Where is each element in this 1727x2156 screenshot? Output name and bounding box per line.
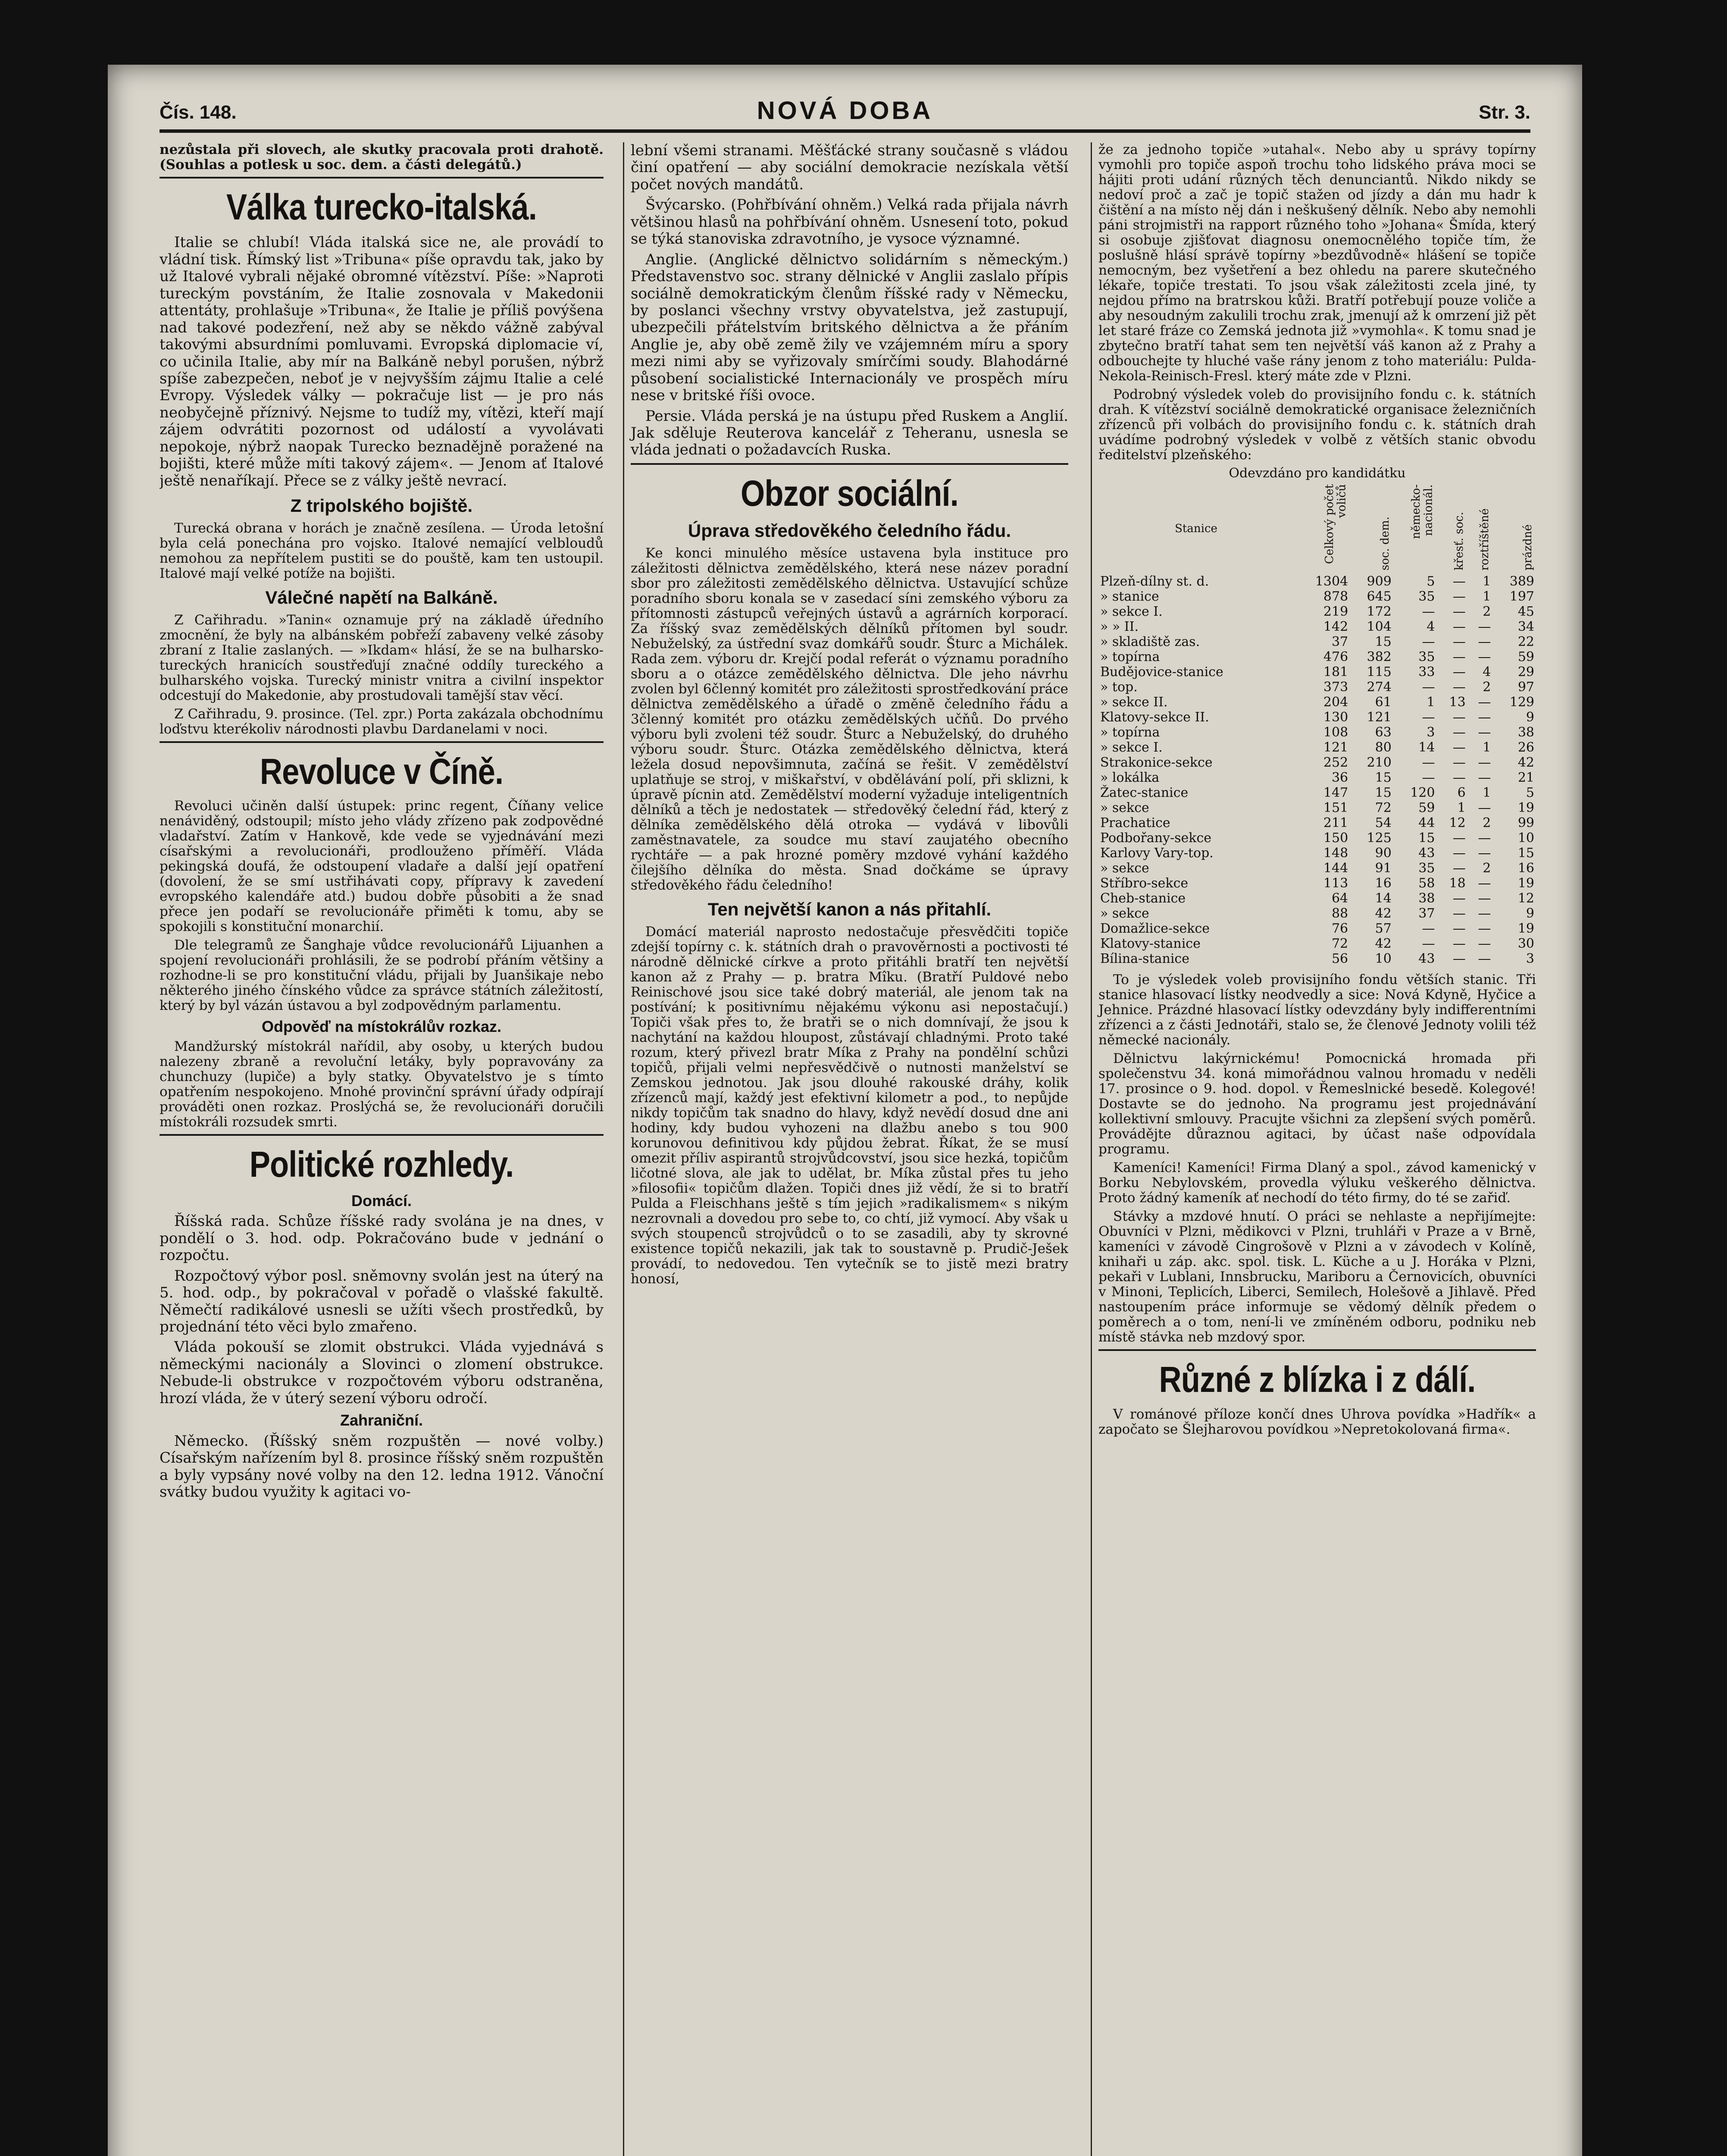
table-cell: » stanice xyxy=(1100,589,1159,604)
balkan-paragraph-2: Z Cařihradu, 9. prosince. (Tel. zpr.) Porta zakázala obchodnímu loďstvu kterékoliv národnosti plavbu Dardanelami v noci. xyxy=(160,706,604,737)
table-cell: » sekce I. xyxy=(1100,740,1163,755)
table-cell: 72 xyxy=(1331,936,1348,951)
table-cell: 59 xyxy=(1517,649,1534,664)
divider xyxy=(160,1134,604,1136)
table-cell: 3 xyxy=(1427,724,1435,740)
table-cell: 16 xyxy=(1517,860,1534,876)
table-cell: 57 xyxy=(1375,921,1392,936)
table-cell: — xyxy=(1452,619,1466,634)
table-cell: » sekce xyxy=(1100,860,1149,876)
table-cell: — xyxy=(1422,604,1435,619)
table-row xyxy=(1098,770,1536,785)
table-cell: — xyxy=(1452,906,1466,921)
table-cell: 88 xyxy=(1331,906,1348,921)
table-cell: 645 xyxy=(1367,589,1392,604)
table-cell: — xyxy=(1422,755,1435,770)
table-cell: 33 xyxy=(1418,664,1435,680)
table-cell: 147 xyxy=(1323,785,1348,800)
table-row xyxy=(1098,710,1536,725)
table-header-cell: německo-nacionál. xyxy=(1410,484,1435,539)
election-intro-paragraph: Podrobný výsledek voleb do provisijního fondu c. k. státních drah. K vítězství sociálně demokratické organisace železničních zřízenců při volbách do provisijního fondu c. k. státních drah uvádíme podrobný výsledek v volbě z větších stanic obvodu ředitelství plzeňského: xyxy=(1098,387,1536,463)
table-row xyxy=(1098,846,1536,861)
table-cell: — xyxy=(1452,755,1466,770)
balkan-paragraph-1: Z Cařihradu. »Tanin« oznamuje prý na základě úředního zmocnění, že byly na albánském pobřeží zabaveny velké zásoby zbraní z Italie zaslaných. — »Ikdam« hlásí, že se na bulharsko-tureckých hranicích soustřeďují značné oddíly tureckého a bulharského vojska. Turecký ministr vnitra a civilní inspektor odcestují do Makedonie, aby prostudovali tamější stav věcí. xyxy=(160,612,604,703)
table-cell: — xyxy=(1422,634,1435,649)
table-cell: 15 xyxy=(1418,830,1435,846)
table-cell: 30 xyxy=(1517,936,1534,951)
table-cell: 197 xyxy=(1509,589,1534,604)
table-cell: 252 xyxy=(1323,755,1348,770)
table-cell: Budějovice-stanice xyxy=(1100,664,1223,680)
table-cell: 9 xyxy=(1526,906,1534,921)
table-header-cell: Celkový počet voličů xyxy=(1323,484,1348,564)
table-row xyxy=(1098,589,1536,604)
table-cell: 210 xyxy=(1367,755,1392,770)
table-cell: » topírna xyxy=(1100,724,1160,740)
table-cell: 15 xyxy=(1375,770,1392,785)
table-row xyxy=(1098,680,1536,695)
table-cell: 130 xyxy=(1323,709,1348,725)
table-cell: 1 xyxy=(1483,573,1491,589)
table-cell: 38 xyxy=(1418,890,1435,906)
table-cell: Plzeň-dílny st. d. xyxy=(1100,573,1209,589)
table-cell: — xyxy=(1478,830,1491,846)
foreign-subheading: Zahraniční. xyxy=(340,1411,423,1429)
table-cell: 35 xyxy=(1418,649,1435,664)
table-cell: 34 xyxy=(1517,619,1534,634)
table-cell: — xyxy=(1452,951,1466,966)
continued-paragraph: že za jednoho topiče »utahal«. Nebo aby u správy topírny vymohli pro topiče aspoň trochu toho lidského práva moci se hájiti proti udání různých těch denunciantů. Nikdo nikdy se nedoví proč a zač je topič stažen od jízdy a dán mu hadr k čištění a na místo něj dán i neškušený dělník. Nebo aby nemohli páni strojmistři na rapport různého toho »Johana« Šmída, který si osobuje zjišťovat diagnosu onemocnělého topiče tím, že poslušně hlásí správě topírny »bezdůvodně« hlášení se topiče nemocným, bez vyšetření a bez ohledu na parere skutečného lékaře, topiče trestati. To jsou však záležitosti zcela jiné, ty nejdou přímo na bratrskou kůži. Bratří potřebují pouze voliče a aby nesoudným zakulili trochu zrak, jmenují až k omrzení již pět let staré fráze co Zemská jednota již »vymohla«. K tomu snad je zbytečno bratří tahat sem ten největší váš kanon až z Prahy a odbouchejte ty hluché vaše rány jenom z toho materiálu: Pulda-Nekola-Reinisch-Fresl. který máte zde v Plzni. xyxy=(1098,142,1536,384)
table-cell: 91 xyxy=(1375,860,1392,876)
table-cell: — xyxy=(1422,709,1435,725)
manchu-heading: Odpověď na místokrálův rozkaz. xyxy=(261,1018,502,1036)
column-3 xyxy=(1091,142,1536,2156)
table-cell: » sekce II. xyxy=(1100,694,1168,710)
column-1 xyxy=(160,142,604,2156)
table-header-cell: prázdné xyxy=(1521,524,1535,571)
table-cell: 18 xyxy=(1449,875,1466,891)
politics-paragraph-4: Německo. (Říšský sněm rozpuštěn — nové volby.) Císařským nařízením byl 8. prosince říšský sněm rozpuštěn a byly vypsány nové volby na den 12. ledna 1912. Vánoční svátky budou využity k agitaci vo- xyxy=(160,1432,604,1501)
table-cell: — xyxy=(1478,890,1491,906)
balkan-heading: Válečné napětí na Balkáně. xyxy=(265,587,498,608)
table-cell: 10 xyxy=(1517,830,1534,846)
table-cell: 12 xyxy=(1517,890,1534,906)
table-cell: Bílina-stanice xyxy=(1100,951,1189,966)
table-cell: 121 xyxy=(1367,709,1392,725)
table-cell: — xyxy=(1478,724,1491,740)
table-cell: 15 xyxy=(1375,785,1392,800)
table-cell: 42 xyxy=(1517,755,1534,770)
tripoli-paragraph: Turecká obrana v horách je značně zesílena. — Úroda letošní byla celá ponechána pro vojsko. Italové nemající velbloudů nemohou za nepřítelem pustiti se do pouště, kam ten ustoupil. Italové mají velké potíže na bojišti. xyxy=(160,520,604,581)
table-cell: 211 xyxy=(1323,815,1348,830)
table-cell: 54 xyxy=(1375,815,1392,830)
table-row xyxy=(1098,785,1536,800)
table-cell: Klatovy-sekce II. xyxy=(1100,709,1209,725)
table-cell: » sekce xyxy=(1100,906,1149,921)
table-cell: — xyxy=(1422,936,1435,951)
table-cell: 115 xyxy=(1367,664,1392,680)
cannon-paragraph: Domácí materiál naprosto nedostačuje přesvědčiti topiče zdejší topírny c. k. státních drah o pravověrnosti a poctivosti té národně dělnické církve a proto přitáhli bratří ten největší kanon až z Prahy — p. bratra Mîku. (Bratří Puldové nebo Reinischové jsou sice také dobrý materiál, ale jenom tak na postívání; k positivnímu nějakému výkonu asi nepostačují.) Topiči však přes to, že bratři se o nich domnívají, že jsou k nachytání na každou hloupost, zůstávají chladnými. Proto také rozum, který přivezl bratr Míka z Prahy na pondělní schůzi topičů, přijali velmi nepřesvědčivě o nutnosti manželství se Zemskou jednotou. Jak jsou dlouhé rakouské dráhy, kolik zřízenců mají, každý jest efektivní kilometr a pod., to nepůjde nikdy topičům tak snadno do hlavy, když nevědí dosud dne ani hodiny, kdy budou vyhozeni na dlažbu anebo s tou 900 korunovou definitivou kdy půjdou žebrat. Říkat, že se musí omezit příliv aspirantů strojvůdcovství, jsou sice hezká, topičům ličotné slova, ale jak to udělat, br. Míka zůstal přes tu jeho »filosofii« topičům dlažen. Topiči dnes již vědí, že si to bratří Pulda a Fleischhans ještě s tím jejich »radikalismem« s nikým nezrovnali a dovedou pro sebe to, co chtí, již vymocí. Aby však u svých stoupenců strojvůdců o to se zasadili, aby ty skrovné existence topičů nekazili, jak tak to soustavně p. Prudič-Ješek provádí, to nedovedou. Ten vytečník se to jistě mezi bratry honosí, xyxy=(631,924,1068,1287)
england-paragraph: Anglie. (Anglické dělnictvo solidárním s německým.) Představenstvo soc. strany dělnické v Anglii zaslalo přípis sociálně demokratickým členům říšské rady v Německu, by poslanci všechny vrstvy obyvatelstva, jež zastupují, ubezpečili přátelstvím britského dělnictva a že přáním Anglie je, aby obě země žily ve vzájemném míru a spory mezi nimi aby se vyřizovaly smírčími soudy. Blahodárné působení socialistické Internacionály ve prospěch míru nese v britské říši ovoce. xyxy=(631,251,1068,404)
page-number: Str. 3. xyxy=(1479,102,1530,123)
table-cell: — xyxy=(1478,649,1491,664)
table-row xyxy=(1098,619,1536,634)
table-cell: 42 xyxy=(1375,906,1392,921)
table-cell: 42 xyxy=(1375,936,1392,951)
table-cell: — xyxy=(1452,845,1466,861)
table-cell: 2 xyxy=(1483,815,1491,830)
election-summary-paragraph: To je výsledek voleb provisijního fondu větších stanic. Tři stanice hlasovací lístky neodvedly a sice: Nová Kdyně, Hyčice a Jehnice. Prázdné hlasovací lístky odevzdány byly indifferentními zřízenci a z části Jednotáři, stalo se, že členové Jednoty volili též německé nacionály. xyxy=(1098,971,1536,1048)
table-cell: — xyxy=(1452,830,1466,846)
table-cell: 14 xyxy=(1418,740,1435,755)
table-cell: 38 xyxy=(1517,724,1534,740)
table-cell: 104 xyxy=(1367,619,1392,634)
table-cell: 150 xyxy=(1323,830,1348,846)
table-row xyxy=(1098,830,1536,846)
table-cell: — xyxy=(1478,875,1491,891)
table-cell: 219 xyxy=(1323,604,1348,619)
table-cell: — xyxy=(1478,906,1491,921)
table-cell: 59 xyxy=(1418,800,1435,815)
table-cell: 148 xyxy=(1323,845,1348,861)
table-cell: 476 xyxy=(1323,649,1348,664)
table-cell: — xyxy=(1478,634,1491,649)
strikes-paragraph: Stávky a mzdové hnutí. O práci se nehlaste a nepřijímejte: Obuvníci v Plzni, mědikovci v Plzni, truhláři v Praze a v Brně, kameníci v závodě Cingrošově v Plzni a v závodech v Kolíně, knihaři u záp. akc. spol. tisk. L. Küche a u J. Horáka v Plzni, pekaři v Lublani, Innsbrucku, Mariboru a Černovicích, obuvníci v Minoni, Teplicích, Liberci, Semilech, Holešově a Jihlavě. Před nastoupením práce informuje se vědomý dělník předem o poměrech a o tom, není-li ve zmíněném odboru, podniku neb místě stávka neb mzdový spor. xyxy=(1098,1208,1536,1345)
table-cell: Strakonice-sekce xyxy=(1100,755,1213,770)
misc-paragraph: V románové příloze končí dnes Uhrova povídka »Hadřík« a započato se Šlejharovou povídkou »Nepretokolovaná firma«. xyxy=(1098,1406,1536,1437)
table-cell: 1 xyxy=(1483,785,1491,800)
table-row xyxy=(1098,921,1536,936)
table-row xyxy=(1098,936,1536,951)
table-cell: » topírna xyxy=(1100,649,1160,664)
table-cell: 108 xyxy=(1323,724,1348,740)
table-cell: — xyxy=(1452,860,1466,876)
table-row xyxy=(1098,861,1536,876)
divider xyxy=(160,741,604,743)
column-2 xyxy=(623,142,1068,2156)
persia-paragraph: Persie. Vláda perská je na ústupu před Ruskem a Anglií. Jak sděluje Reuterova kancelář z Teheranu, usnesla se vláda jednati o požadavcích Ruska. xyxy=(631,407,1068,459)
table-cell: 5 xyxy=(1427,573,1435,589)
table-cell: Klatovy-stanice xyxy=(1100,936,1201,951)
table-cell: 5 xyxy=(1526,785,1534,800)
table-cell: 19 xyxy=(1517,921,1534,936)
table-cell: 1 xyxy=(1457,800,1466,815)
tripoli-heading: Z tripolského bojiště. xyxy=(290,495,473,516)
table-row xyxy=(1098,725,1536,740)
table-cell: 2 xyxy=(1483,604,1491,619)
table-cell: Žatec-stanice xyxy=(1100,785,1189,800)
table-cell: — xyxy=(1452,936,1466,951)
table-cell: — xyxy=(1422,770,1435,785)
china-heading: Revoluce v Číně. xyxy=(260,751,504,792)
domestic-subheading: Domácí. xyxy=(351,1191,412,1210)
table-row xyxy=(1098,755,1536,770)
table-cell: 76 xyxy=(1331,921,1348,936)
table-cell: 4 xyxy=(1483,664,1491,680)
table-cell: — xyxy=(1452,573,1466,589)
table-cell: 16 xyxy=(1375,875,1392,891)
table-row xyxy=(1098,815,1536,830)
table-cell: 14 xyxy=(1375,890,1392,906)
table-cell: Stříbro-sekce xyxy=(1100,875,1189,891)
table-cell: Karlovy Vary-top. xyxy=(1100,845,1214,861)
table-cell: 121 xyxy=(1323,740,1348,755)
table-cell: — xyxy=(1478,770,1491,785)
table-cell: 19 xyxy=(1517,875,1534,891)
table-cell: 909 xyxy=(1367,573,1392,589)
table-cell: 2 xyxy=(1483,860,1491,876)
table-cell: — xyxy=(1452,634,1466,649)
misc-heading: Různé z blízka i z dálí. xyxy=(1159,1359,1476,1400)
table-cell: — xyxy=(1478,845,1491,861)
switzerland-paragraph: Švýcarsko. (Pohřbívání ohněm.) Velká rada přijala návrh většinou hlasů na pohřbívání ohněm. Usnesení toto, pokud se týká stanoviska zdravotního, je vysoce významné. xyxy=(631,196,1068,248)
table-cell: 172 xyxy=(1367,604,1392,619)
table-cell: 19 xyxy=(1517,800,1534,815)
table-row xyxy=(1098,891,1536,906)
table-cell: 274 xyxy=(1367,679,1392,695)
table-cell: 29 xyxy=(1517,664,1534,680)
table-cell: 6 xyxy=(1457,785,1466,800)
table-cell: 13 xyxy=(1449,694,1466,710)
table-cell: — xyxy=(1478,951,1491,966)
war-heading: Válka turecko-italská. xyxy=(226,187,537,228)
table-cell: » » II. xyxy=(1100,619,1139,634)
table-cell: 72 xyxy=(1375,800,1392,815)
table-cell: 63 xyxy=(1375,724,1392,740)
table-cell: — xyxy=(1478,921,1491,936)
table-header-cell: křesť. soc. xyxy=(1453,512,1466,571)
table-cell: 2 xyxy=(1483,679,1491,695)
table-cell: 382 xyxy=(1367,649,1392,664)
table-cell: 37 xyxy=(1418,906,1435,921)
table-cell: 15 xyxy=(1517,845,1534,861)
table-cell: — xyxy=(1452,664,1466,680)
table-cell: — xyxy=(1452,679,1466,695)
table-caption: Odevzdáno pro kandidátku xyxy=(1229,466,1406,481)
table-cell: 12 xyxy=(1449,815,1466,830)
table-cell: » lokálka xyxy=(1100,770,1160,785)
divider xyxy=(160,177,604,179)
table-row xyxy=(1098,574,1536,589)
table-cell: Prachatice xyxy=(1100,815,1170,830)
table-cell: 22 xyxy=(1517,634,1534,649)
table-cell: 44 xyxy=(1418,815,1435,830)
table-cell: 3 xyxy=(1526,951,1534,966)
table-cell: — xyxy=(1452,604,1466,619)
table-cell: 56 xyxy=(1331,951,1348,966)
table-cell: » top. xyxy=(1100,679,1138,695)
reform-paragraph: Ke konci minulého měsíce ustavena byla instituce pro záležitosti dělnictva zemědělského, která nese název poradní sbor pro záležitosti zemědělského dělnictva. Ustavující schůze poradního sboru konala se v zasedací síni zemského výboru za přítomnosti zástupců veřejných ústavů a agrárních korporací. Za říšský svaz zemědělských dělníků přítomen byl soudr. Nebuželský, za ústřední svaz domkářů soudr. Šturc a Michálek. Rada zem. výboru dr. Krejčí podal referát o významu poradního sboru a o otázce zemědělského dělnictva. Dle jeho návrhu zvolen byl 6členný komitét pro záležitosti sprostředkování práce dělnictva zemědělského a úřadě o změně čeledního řádu a 3členný komitét pro otázku zemědělských učňů. Do prvého výboru byli zvoleni též soudr. Šturc a Nebuželský, do druhého výboru soudr. Šturc. Otázka zemědělského dělnictva, která ležela dosud nepovšimnuta, začíná se řešit. V zemědělství uplatňuje se stroj, v miškařství, v obdělávání polí, při sklizni, k úpravě pícnin atd. Zemědělství moderní vyžaduje inteligentních dělníků a těch je nedostatek — středověký čelední řád, který z dělníka zemědělského dělá otroka — vydává v libovůli zaměstnavatele, za soudce mu staví zaujatého obecního rychtáře — a pak hrozné poměry mzdové vyhání každého čilejšího dělníka do města. Snad dočkáme se úpravy středověkého řádu čeledního! xyxy=(631,545,1068,893)
table-cell: 1 xyxy=(1483,740,1491,755)
table-cell: 1304 xyxy=(1315,573,1348,589)
table-cell: » skladiště zas. xyxy=(1100,634,1200,649)
table-cell: 389 xyxy=(1509,573,1534,589)
table-cell: — xyxy=(1452,770,1466,785)
table-cell: 35 xyxy=(1418,860,1435,876)
table-cell: 204 xyxy=(1323,694,1348,710)
table-cell: — xyxy=(1452,649,1466,664)
election-results-table xyxy=(1098,484,1536,966)
table-cell: 99 xyxy=(1517,815,1534,830)
table-cell: — xyxy=(1478,619,1491,634)
cannon-heading: Ten největší kanon a nás přitahlí. xyxy=(707,899,992,920)
table-row xyxy=(1098,649,1536,664)
newspaper-page xyxy=(108,65,1582,2156)
table-cell: — xyxy=(1452,724,1466,740)
table-cell: 4 xyxy=(1427,619,1435,634)
table-cell: 129 xyxy=(1509,694,1534,710)
table-cell: 26 xyxy=(1517,740,1534,755)
table-cell: 181 xyxy=(1323,664,1348,680)
table-cell: 10 xyxy=(1375,951,1392,966)
page-header xyxy=(160,82,1530,133)
table-cell: — xyxy=(1478,800,1491,815)
politics-heading: Politické rozhledy. xyxy=(249,1144,514,1185)
table-cell: Cheb-stanice xyxy=(1100,890,1186,906)
table-cell: 9 xyxy=(1526,709,1534,725)
issue-number: Čís. 148. xyxy=(160,102,237,123)
table-cell: 878 xyxy=(1323,589,1348,604)
table-cell: — xyxy=(1452,709,1466,725)
table-cell: 61 xyxy=(1375,694,1392,710)
china-paragraph-2: Dle telegramů ze Šanghaje vůdce revolucionářů Lijuanhen a spojení revolucionáři prohlásili, že se podrobí přáním většiny a rozhodne-li se pro konstituční vládu, přijali by Juanšikaje nebo některého jiného čínského vůdce za správce státních záležitostí, který by byl vázán ústavou a byl zodpovědným parlamentu. xyxy=(160,937,604,1014)
table-cell: — xyxy=(1478,709,1491,725)
table-cell: 142 xyxy=(1323,619,1348,634)
table-body xyxy=(1098,574,1536,966)
politics-paragraph-3: Vláda pokouší se zlomit obstrukci. Vláda vyjednává s německými nacionály a Slovinci o zlomení obstrukce. Nebude-li obstrukce v rozpočtovém výboru odstraněna, hrozí vláda, že v úterý sezení výboru odročí. xyxy=(160,1338,604,1407)
table-row xyxy=(1098,951,1536,966)
intro-paragraph: nezůstala při slovech, ale skutky pracovala proti drahotě. (Souhlas a potlesk u soc. dem. a části delegátů.) xyxy=(160,142,604,173)
table-cell: 45 xyxy=(1517,604,1534,619)
table-cell: Domažlice-sekce xyxy=(1100,921,1210,936)
table-cell: Podbořany-sekce xyxy=(1100,830,1212,846)
manchu-paragraph: Mandžurský místokrál nařídil, aby osoby, u kterých budou nalezeny zbraně a revoluční letáky, byly popravovány za chunchuzy (lupiče) a byly statky. Obyvatelstvo je s tímto opatřením nespokojeno. Mnohé provinční správní úřady odpírají prováděti onen rozkaz. Proslýchá se, že revolucionáři doručili místokráli rozsudek smrti. xyxy=(160,1039,604,1130)
table-header-cell: Stanice xyxy=(1175,522,1217,536)
table-cell: 58 xyxy=(1418,875,1435,891)
table-header-cell: soc. dem. xyxy=(1379,517,1392,571)
politics-paragraph-2: Rozpočtový výbor posl. sněmovny svolán jest na úterý na 5. hod. odp., by pokračoval v pořadě o vlašské fakultě. Němečtí radikálové usnesli se užíti všech prostředků, by projednání této věci bylo zmařeno. xyxy=(160,1267,604,1335)
table-cell: 151 xyxy=(1323,800,1348,815)
painters-paragraph: Dělnictvu lakýrnickému! Pomocnická hromada při společenstvu 34. koná mimořádnou valnou hromadu v neděli 17. prosince o 9. hod. dopol. v Řemeslnické besedě. Kolegové! Dostavte se do jednoho. Na programu jest projednávání kollektivní smlouvy. Pracujte všichni za zlepšení svých poměrů. Provádějte důraznou agitaci, by účast naše odpovídala programu. xyxy=(1098,1050,1536,1157)
table-cell: 36 xyxy=(1331,770,1348,785)
table-header-cell: roztříštěné xyxy=(1478,508,1491,571)
table-cell: — xyxy=(1422,679,1435,695)
table-cell: 1 xyxy=(1483,589,1491,604)
table-cell: 35 xyxy=(1418,589,1435,604)
table-cell: — xyxy=(1478,694,1491,710)
table-cell: 1 xyxy=(1427,694,1435,710)
table-cell: 113 xyxy=(1323,875,1348,891)
table-cell: 120 xyxy=(1410,785,1435,800)
table-cell: » sekce xyxy=(1100,800,1149,815)
table-cell: — xyxy=(1452,890,1466,906)
table-row xyxy=(1098,695,1536,710)
table-cell: — xyxy=(1422,921,1435,936)
china-paragraph-1: Revoluci učiněn další ústupek: princ regent, Číňany velice nenáviděný, odstoupil; místo jeho vlády zřízeno pak zodpovědné vladařství. Zatím v Hankově, kde vede se vyjednávání mezi císařskými a revolucionáři, prodlouženo příměří. Vláda pekingská doufá, že odstoupení vladaře a další její opatření (dovolení, že se smí ustřihávati copy, přípravy k zavedení evropského kalendáře atd.) budou dobře působiti a že snad přece jen podaří se revolucionáře přiměti k tomu, aby se spokojili s konstituční monarchií. xyxy=(160,798,604,935)
table-cell: » sekce I. xyxy=(1100,604,1163,619)
table-cell: 43 xyxy=(1418,951,1435,966)
divider xyxy=(631,463,1068,465)
table-cell: — xyxy=(1478,936,1491,951)
table-row xyxy=(1098,740,1536,755)
table-cell: 90 xyxy=(1375,845,1392,861)
masthead-title: NOVÁ DOBA xyxy=(757,97,933,125)
table-cell: 64 xyxy=(1331,890,1348,906)
table-cell: — xyxy=(1452,589,1466,604)
stonemasons-paragraph: Kameníci! Kameníci! Firma Dlaný a spol., závod kamenický v Borku Nebylovském, provedla výluku veškerého dělnictva. Proto žádný kameník ať nechodí do této firmy, do té se zařiď. xyxy=(1098,1159,1536,1206)
table-cell: — xyxy=(1452,740,1466,755)
social-heading: Obzor sociální. xyxy=(741,473,958,514)
table-row xyxy=(1098,664,1536,680)
table-cell: 373 xyxy=(1323,679,1348,695)
table-cell: 37 xyxy=(1331,634,1348,649)
table-row xyxy=(1098,634,1536,649)
continued-paragraph: lební všemi stranami. Měšťácké strany současně s vládou činí opatření — aby sociální demokracie nezískala větší počet nových mandátů. xyxy=(631,142,1068,193)
table-cell: 125 xyxy=(1367,830,1392,846)
table-cell: — xyxy=(1478,755,1491,770)
war-paragraph: Italie se chlubí! Vláda italská sice ne, ale provádí to vládní tisk. Římský list »Tribuna« píše opravdu tak, jako by už Italové vybrali nějaké obromné vítězství. Píše: »Naproti tureckým povstáním, že Italie zosnovala v Makedonii attentáty, prohlašuje »Tribuna«, že Italie je příliš povýšena nad takové podezření, než aby se někdo vážně zabýval takovými absurdními pomluvami. Evropská diplomacie ví, co učinila Italie, aby mír na Balkáně nebyl porušen, nýbrž spíše zabezpečen, neboť je v nejvyšším zájmu Italie a celé Evropy. Výsledek války — pokračuje list — je pro nás neobyčejně příznivý. Nejsme to tudíž my, vítězi, kteří mají zájem odvrátiti pozornost od událostí a vyvolávati nepokoje, nýbrž naopak Turecko beznadějně poražené na bojišti, které může míti takový zájem«. — Jenom ať Italové ještě nenaříkají. Přece se z války ještě nevrací. xyxy=(160,234,604,489)
reform-heading: Úprava středověkého čeledního řádu. xyxy=(688,520,1011,541)
table-cell: 15 xyxy=(1375,634,1392,649)
divider xyxy=(1098,1349,1536,1351)
table-row xyxy=(1098,604,1536,619)
table-row xyxy=(1098,800,1536,815)
table-cell: 21 xyxy=(1517,770,1534,785)
table-cell: 80 xyxy=(1375,740,1392,755)
table-row xyxy=(1098,906,1536,921)
table-row xyxy=(1098,876,1536,891)
table-cell: 97 xyxy=(1517,679,1534,695)
table-cell: — xyxy=(1452,921,1466,936)
table-cell: 43 xyxy=(1418,845,1435,861)
table-header-row xyxy=(1098,484,1536,574)
table-cell: 144 xyxy=(1323,860,1348,876)
politics-paragraph-1: Říšská rada. Schůze říšské rady svolána je na dnes, v pondělí o 3. hod. odp. Pokračováno bude v jednání o rozpočtu. xyxy=(160,1213,604,1264)
